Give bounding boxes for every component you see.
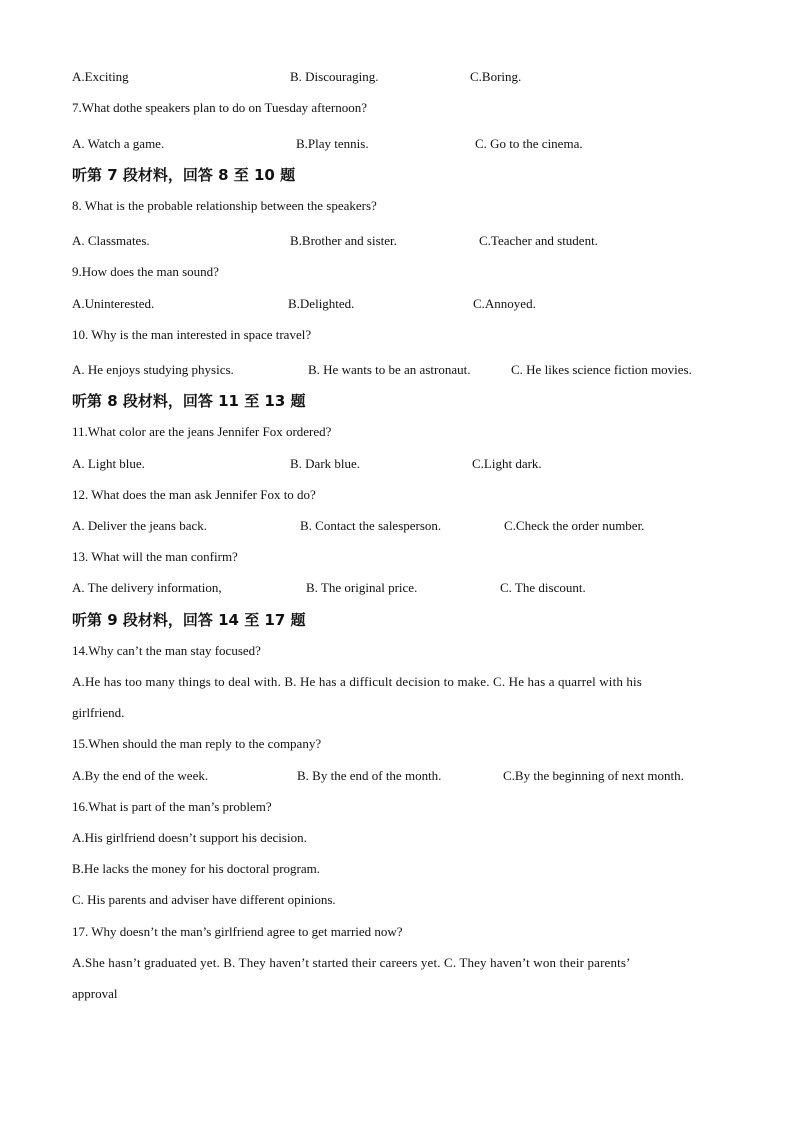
section-7-heading: 听第 7 段材料，回答 8 至 10 题 [72, 166, 296, 184]
q15-option-b: B. By the end of the month. [297, 768, 442, 783]
q14-options-line-1: A.He has too many things to deal with. B. He has a difficult decision to make. C. He has a quarrel with his [72, 674, 643, 689]
q14-options-line-2: girlfriend. [72, 705, 125, 720]
q14-question: 14.Why can’t the man stay focused? [72, 643, 261, 658]
q7-question: 7.What dothe speakers plan to do on Tuesday afternoon? [72, 100, 367, 115]
q10-option-a: A. He enjoys studying physics. [72, 362, 234, 377]
q12-option-c: C.Check the order number. [504, 518, 645, 533]
q12-question: 12. What does the man ask Jennifer Fox to do? [72, 487, 316, 502]
q13-option-b: B. The original price. [306, 580, 418, 595]
q11-option-a: A. Light blue. [72, 456, 145, 471]
q17-options-line-1: A.She hasn’t graduated yet. B. They haven’t started their careers yet. C. They haven’t won their parents’ [72, 955, 631, 970]
q10-question: 10. Why is the man interested in space travel? [72, 327, 312, 342]
q12-option-a: A. Deliver the jeans back. [72, 518, 208, 533]
q13-option-c: C. The discount. [500, 580, 586, 595]
section-8-heading: 听第 8 段材料，回答 11 至 13 题 [72, 392, 306, 410]
q10-option-b: B. He wants to be an astronaut. [308, 362, 471, 377]
q9-question: 9.How does the man sound? [72, 264, 219, 279]
q16-option-a: A.His girlfriend doesn’t support his decision. [72, 830, 307, 845]
q7-option-a: A. Watch a game. [72, 136, 165, 151]
q7-option-c: C. Go to the cinema. [475, 136, 583, 151]
q15-question: 15.When should the man reply to the company? [72, 736, 322, 751]
q13-option-a: A. The delivery information, [72, 580, 222, 595]
q11-option-c: C.Light dark. [472, 456, 542, 471]
section-9-heading: 听第 9 段材料，回答 14 至 17 题 [72, 611, 306, 629]
q11-question: 11.What color are the jeans Jennifer Fox ordered? [72, 424, 332, 439]
q13-question: 13. What will the man confirm? [72, 549, 238, 564]
q11-option-b: B. Dark blue. [290, 456, 361, 471]
q9-option-c: C.Annoyed. [473, 296, 536, 311]
q6-option-c: C.Boring. [470, 69, 522, 84]
q12-option-b: B. Contact the salesperson. [300, 518, 442, 533]
q7-option-b: B.Play tennis. [296, 136, 369, 151]
q16-option-c: C. His parents and adviser have different opinions. [72, 892, 336, 907]
q8-option-c: C.Teacher and student. [479, 233, 598, 248]
q6-option-a: A.Exciting [72, 69, 129, 84]
q6-option-b: B. Discouraging. [290, 69, 379, 84]
q15-option-a: A.By the end of the week. [72, 768, 209, 783]
q8-option-b: B.Brother and sister. [290, 233, 397, 248]
q17-question: 17. Why doesn’t the man’s girlfriend agree to get married now? [72, 924, 403, 939]
q17-options-line-2: approval [72, 986, 118, 1001]
q8-question: 8. What is the probable relationship between the speakers? [72, 198, 377, 213]
q15-option-c: C.By the beginning of next month. [503, 768, 684, 783]
q10-option-c: C. He likes science fiction movies. [511, 362, 692, 377]
q16-question: 16.What is part of the man’s problem? [72, 799, 272, 814]
q16-option-b: B.He lacks the money for his doctoral program. [72, 861, 321, 876]
q8-option-a: A. Classmates. [72, 233, 150, 248]
q9-option-b: B.Delighted. [288, 296, 355, 311]
q9-option-a: A.Uninterested. [72, 296, 155, 311]
